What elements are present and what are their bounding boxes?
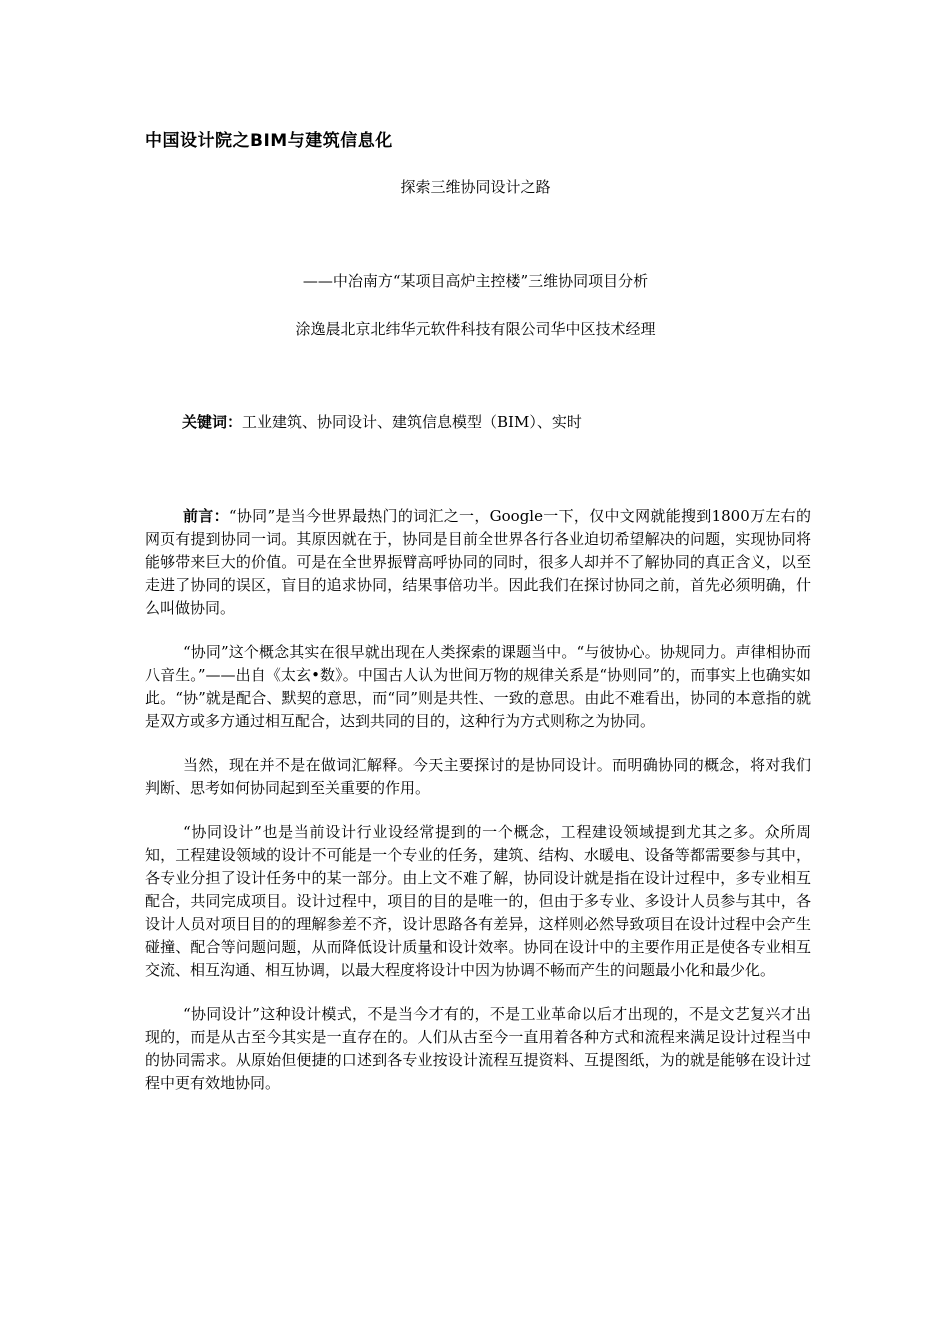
paragraph-preface [145,505,811,620]
body-text [145,505,811,1116]
keywords-label: 关键词： [182,413,243,431]
paragraph [145,1003,811,1095]
paragraph-text: 当然，现在并不是在做词汇解释。今天主要探讨的是协同设计。而明确协同的概念，将对我们判断、思考如何协同起到至关重要的作用。 [145,756,811,797]
document-subtitle: 探索三维协同设计之路 [400,178,551,196]
preface-label: 前言： [183,507,229,525]
paragraph-text: “协同设计”这种设计模式，不是当今才有的，不是工业革命以后才出现的，不是文艺复兴才出现的，而是从古至今其实是一直存在的。人们从古至今一直用着各种方式和流程来满足设计过程当中的协同需求。从原始但便捷的口述到各专业按设计流程互提资料、互提图纸，为的就是能够在设计过程中更有效地协同。 [145,1005,811,1092]
author-line: 涂逸晨北京北纬华元软件科技有限公司华中区技术经理 [295,320,656,338]
keywords-line [182,411,582,432]
paragraph-text: “协同”这个概念其实在很早就出现在人类探索的课题当中。“与彼协心。协规同力。声律相协而八音生。”——出自《太玄•数》。中国古人认为世间万物的规律关系是“协则同”的，而事实上也确实如此。“协”就是配合、默契的意思，而“同”则是共性、一致的意思。由此不难看出，协同的本意指的就是双方或多方通过相互配合，达到共同的目的，这种行为方式则称之为协同。 [145,643,811,730]
paragraph-text: “协同”是当今世界最热门的词汇之一，Google一下，仅中文网就能搜到1800万左右的网页有提到协同一词。其原因就在于，协同是目前全世界各行各业迫切希望解决的问题，实现协同将能够带来巨大的价值。可是在全世界振臂高呼协同的同时，很多人却并不了解协同的真正含义，以至走进了协同的误区，盲目的追求协同，结果事倍功半。因此我们在探讨协同之前，首先必须明确，什么叫做协同。 [145,507,811,617]
project-analysis-line: ——中冶南方“某项目高炉主控楼”三维协同项目分析 [302,272,649,290]
document-title: 中国设计院之BIM与建筑信息化 [145,131,393,151]
paragraph [145,754,811,800]
paragraph [145,641,811,733]
paragraph [145,821,811,982]
keywords-text: 工业建筑、协同设计、建筑信息模型（BIM）、实时 [242,413,582,431]
paragraph-text: “协同设计”也是当前设计行业设经常提到的一个概念，工程建设领域提到尤其之多。众所周知，工程建设领域的设计不可能是一个专业的任务，建筑、结构、水暖电、设备等都需要参与其中，各专业分担了设计任务中的某一部分。由上文不难了解，协同设计就是指在设计过程中，多专业相互配合，共同完成项目。设计过程中，项目的目的是唯一的，但由于多专业、多设计人员参与其中，各设计人员对项目目的的理解参差不齐，设计思路各有差异，这样则必然导致项目在设计过程中会产生碰撞、配合等问题问题，从而降低设计质量和设计效率。协同在设计中的主要作用正是使各专业相互交流、相互沟通、相互协调，以最大程度将设计中因为协调不畅而产生的问题最小化和最少化。 [145,823,811,979]
